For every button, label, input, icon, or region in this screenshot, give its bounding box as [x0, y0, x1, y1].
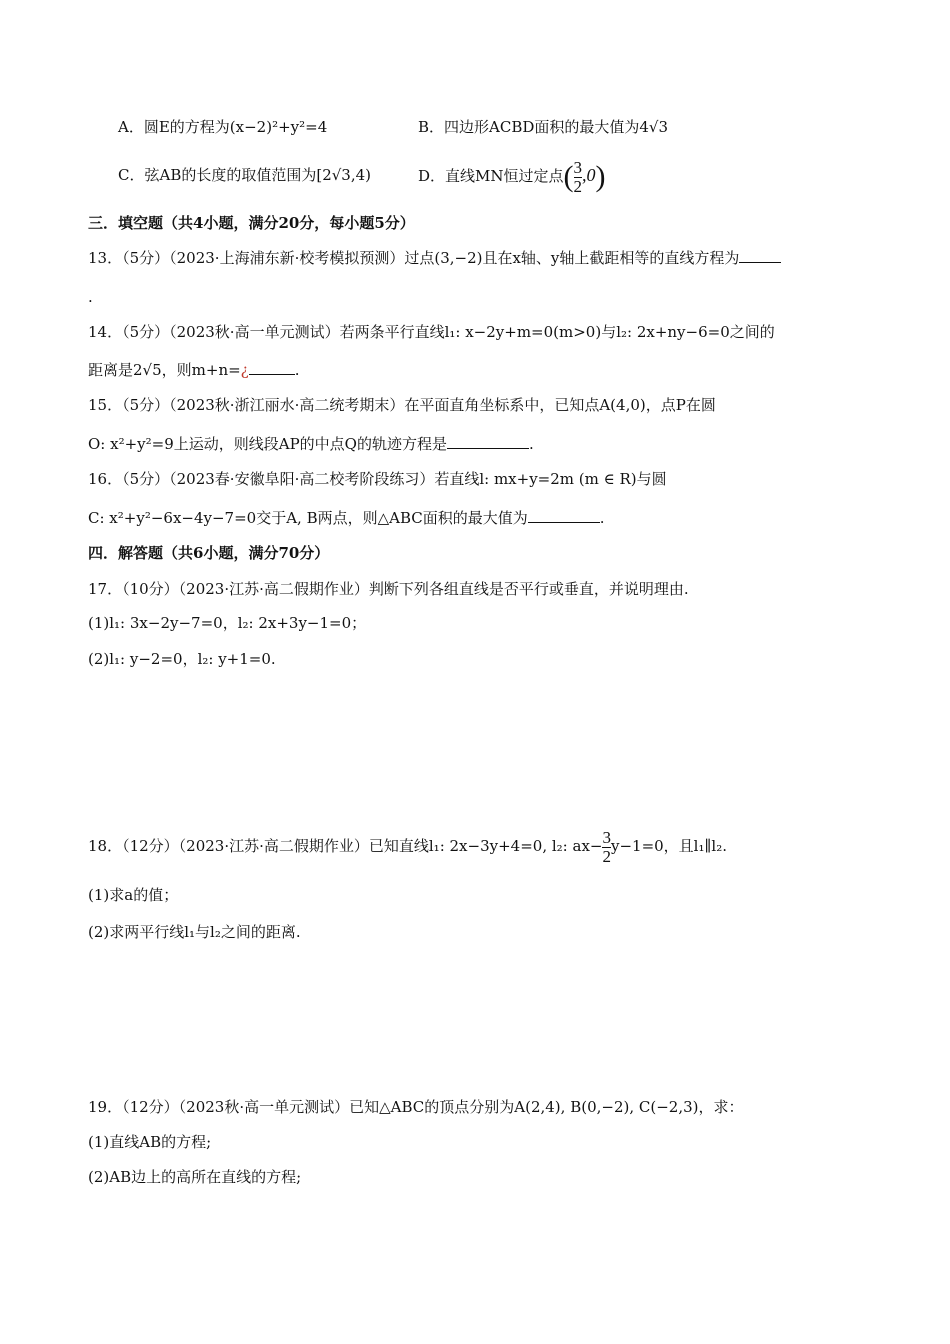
question-15-period: . [528, 435, 534, 453]
question-18-intro [88, 824, 727, 868]
question-17-part-2: (2)l₁: y−2=0，l₂: y+1=0. [88, 650, 276, 668]
question-13-text: 13．（5分）（2023·上海浦东新·校考模拟预测）过点(3,−2)且在x轴、y轴上截距相等的直线方程为 [88, 249, 740, 267]
question-16-line-2 [88, 507, 605, 529]
option-d-text: 直线MN恒过定点 [445, 167, 564, 185]
option-a-label: A． [118, 118, 144, 136]
section-four-title: 四．解答题（共6小题，满分70分） [88, 544, 330, 562]
question-18-text: 18．（12分）（2023·江苏·高二假期作业）已知直线l₁: 2x−3y+4=0, l₂: ax− [88, 837, 603, 855]
option-c-text: 弦AB的长度的取值范围为[2√3,4) [144, 166, 372, 184]
fraction-denominator: 2 [602, 846, 611, 866]
option-b-label: B． [418, 118, 445, 136]
option-a [118, 116, 327, 138]
left-paren: ( [563, 160, 574, 193]
right-paren: ) [595, 160, 606, 193]
question-19-intro: 19．（12分）（2023秋·高一单元测试）已知△ABC的顶点分别为A(2,4), B(0,−2), C(−2,3)，求： [88, 1098, 744, 1116]
question-14-line-2 [88, 359, 300, 381]
question-14-inverted-question-mark: ¿ [240, 361, 249, 379]
option-d-point-tail: ,0 [582, 165, 596, 185]
question-15-line-1: 15．（5分）（2023秋·浙江丽水·高二统考期末）在平面直角坐标系中，已知点A(4,0)，点P在圆 [88, 396, 716, 414]
option-b [418, 116, 668, 138]
option-b-text: 四边形ACBD面积的最大值为4√3 [444, 118, 669, 136]
option-d-label: D． [418, 167, 446, 185]
answer-blank[interactable] [739, 248, 781, 263]
question-16-period: . [599, 509, 605, 527]
question-18-text-tail: y−1=0，且l₁∥l₂. [610, 837, 728, 855]
question-19-part-1: (1)直线AB的方程; [88, 1133, 212, 1151]
fraction-three-halves [602, 829, 611, 866]
fraction-three-halves [574, 159, 583, 196]
question-14-line-1: 14．（5分）（2023秋·高一单元测试）若两条平行直线l₁: x−2y+m=0(m>0)与l₂: 2x+ny−6=0之间的 [88, 323, 775, 341]
question-15-line-2 [88, 433, 534, 455]
answer-blank[interactable] [528, 508, 600, 523]
question-19-part-2: (2)AB边上的高所在直线的方程; [88, 1168, 302, 1186]
question-18-part-2: (2)求两平行线l₁与l₂之间的距离. [88, 923, 301, 941]
question-14-text: 距离是2√5，则m+n= [88, 361, 241, 379]
option-c-label: C． [118, 166, 145, 184]
answer-blank[interactable] [447, 434, 529, 449]
option-c [118, 164, 371, 186]
question-13-continuation: . [88, 288, 93, 306]
question-14-period: . [294, 361, 300, 379]
question-18-part-1: (1)求a的值； [88, 886, 179, 904]
option-a-text: 圆E的方程为(x−2)²+y²=4 [143, 118, 328, 136]
question-17-part-1: (1)l₁: 3x−2y−7=0，l₂: 2x+3y−1=0； [88, 614, 367, 632]
answer-blank[interactable] [249, 360, 295, 375]
question-17-intro: 17．（10分）（2023·江苏·高二假期作业）判断下列各组直线是否平行或垂直，并说明理由. [88, 580, 689, 598]
question-16-line-1: 16．（5分）（2023春·安徽阜阳·高二校考阶段练习）若直线l: mx+y=2m (m ∈ R)与圆 [88, 470, 667, 488]
fraction-denominator: 2 [573, 176, 583, 196]
question-15-text: O: x²+y²=9上运动，则线段AP的中点Q的轨迹方程是 [88, 435, 447, 453]
option-d [418, 152, 606, 200]
question-16-text: C: x²+y²−6x−4y−7=0交于A, B两点，则△ABC面积的最大值为 [88, 509, 528, 527]
section-three-title: 三．填空题（共4小题，满分20分，每小题5分） [88, 214, 415, 232]
question-13 [88, 247, 781, 269]
fraction-numerator: 3 [602, 827, 611, 847]
fraction-numerator: 3 [573, 157, 583, 177]
